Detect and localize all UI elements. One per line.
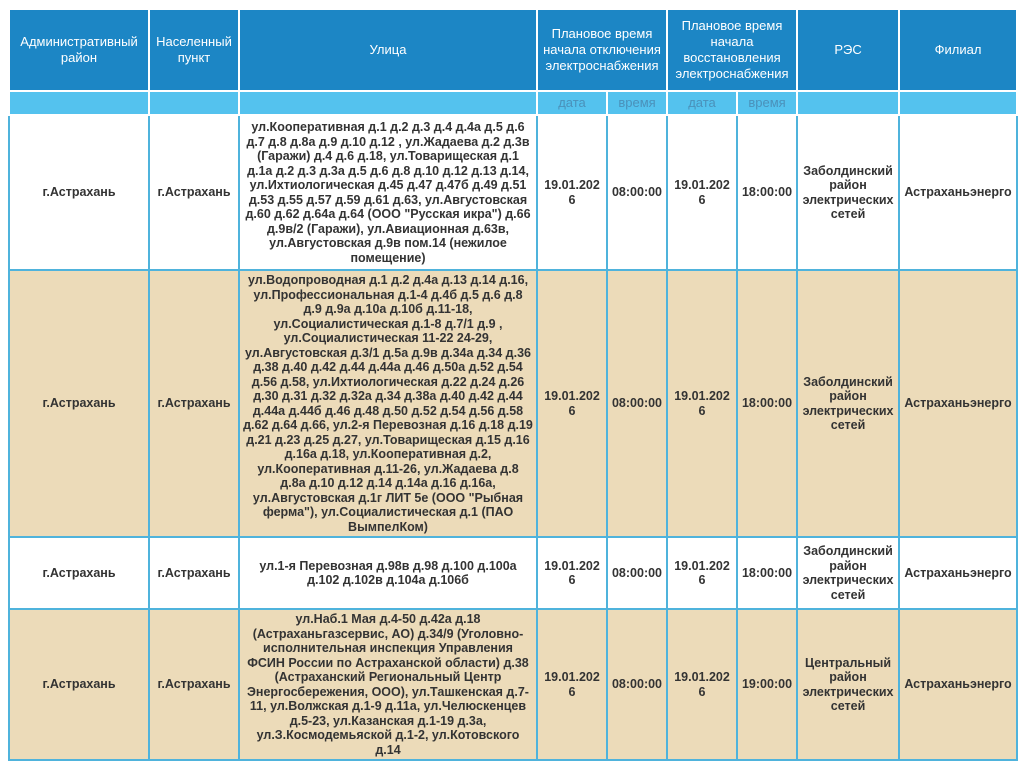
subheader-off-time: время	[607, 91, 667, 115]
cell-off-time: 08:00:00	[607, 537, 667, 609]
cell-street: ул.1-я Перевозная д.98в д.98 д.100 д.100а д.102 д.102в д.104а д.106б	[239, 537, 537, 609]
cell-on-time: 18:00:00	[737, 537, 797, 609]
subheader-district-empty	[9, 91, 149, 115]
cell-on-date: 19.01.2026	[667, 270, 737, 537]
col-header-branch: Филиал	[899, 9, 1017, 91]
subheader-res-empty	[797, 91, 899, 115]
cell-street: ул.Водопроводная д.1 д.2 д.4а д.13 д.14 д.16, ул.Профессиональная д.1-4 д.4б д.5 д.6 д.8 д.9 д.9а д.10а д.10б д.11-18, ул.Социалистическая д.1-8 д.7/1 д.9 , ул.Социалистическая 11-22 24-29, ул.Августовская д.3/1 д.5а д.9в д.34а д.34 д.36 д.38 д.40 д.42 д.44 д.44а д.46 д.50а д.52 д.54 д.56 д.58, ул.Ихтиологическая д.22 д.24 д.26 д.30 д.31 д.32 д.32а д.34 д.38а д.40 д.42 д.44 д.44а д.44б д.46 д.48 д.50 д.52 д.54 д.56 д.58 д.62 д.64 д.66, ул.2-я Перевозная д.16 д.18 д.19 д.21 д.23 д.25 д.27, ул.Товарищеская д.15 д.16 д.16а д.18, ул.Кооперативная д.2, ул.Кооперативная д.11-26, ул.Жадаева д.8 д.8а д.10 д.12 д.14 д.14а д.16 д.16а, ул.Августовская д.1г ЛИТ 5е (ООО "Рыбная ферма"), ул.Социалистическая д.1 (ПАО ВымпелКом)	[239, 270, 537, 537]
cell-branch: Астраханьэнерго	[899, 537, 1017, 609]
cell-street: ул.Наб.1 Мая д.4-50 д.42а д.18 (Астраханьгазсервис, АО) д.34/9 (Уголовно-исполнительная инспекция Управления ФСИН России по Астраханской области) д.38 (Астраханский Региональный Центр Энергосбережения, ООО), ул.Ташкенская д.7-11, ул.Волжская д.1-9 д.11а, ул.Челюскенцев д.5-23, ул.Казанская д.1-19 д.3а, ул.З.Космодемьяской д.1-2, ул.Котовского д.14	[239, 609, 537, 760]
col-header-district: Административный район	[9, 9, 149, 91]
cell-on-time: 19:00:00	[737, 609, 797, 760]
subheader-street-empty	[239, 91, 537, 115]
cell-district: г.Астрахань	[9, 609, 149, 760]
cell-off-time: 08:00:00	[607, 115, 667, 270]
cell-settlement: г.Астрахань	[149, 270, 239, 537]
cell-on-time: 18:00:00	[737, 115, 797, 270]
cell-off-time: 08:00:00	[607, 609, 667, 760]
cell-settlement: г.Астрахань	[149, 609, 239, 760]
subheader-branch-empty	[899, 91, 1017, 115]
table-row	[9, 115, 1017, 270]
outage-table	[8, 8, 1018, 761]
header-row-main	[9, 9, 1017, 91]
table-row	[9, 270, 1017, 537]
cell-on-date: 19.01.2026	[667, 609, 737, 760]
cell-district: г.Астрахань	[9, 115, 149, 270]
table-header	[9, 9, 1017, 115]
cell-settlement: г.Астрахань	[149, 537, 239, 609]
cell-on-date: 19.01.2026	[667, 537, 737, 609]
cell-res: Заболдинский район электрических сетей	[797, 537, 899, 609]
col-header-street: Улица	[239, 9, 537, 91]
cell-district: г.Астрахань	[9, 537, 149, 609]
cell-off-time: 08:00:00	[607, 270, 667, 537]
header-row-sub	[9, 91, 1017, 115]
subheader-on-time: время	[737, 91, 797, 115]
cell-settlement: г.Астрахань	[149, 115, 239, 270]
table-body	[9, 115, 1017, 760]
cell-off-date: 19.01.2026	[537, 537, 607, 609]
subheader-off-date: дата	[537, 91, 607, 115]
table-row	[9, 537, 1017, 609]
cell-res: Заболдинский район электрических сетей	[797, 115, 899, 270]
col-header-restore-start: Плановое время начала восстановления электроснабжения	[667, 9, 797, 91]
subheader-settlement-empty	[149, 91, 239, 115]
cell-off-date: 19.01.2026	[537, 270, 607, 537]
cell-res: Центральный район электрических сетей	[797, 609, 899, 760]
table-row	[9, 609, 1017, 760]
cell-branch: Астраханьэнерго	[899, 115, 1017, 270]
col-header-outage-start: Плановое время начала отключения электроснабжения	[537, 9, 667, 91]
cell-branch: Астраханьэнерго	[899, 609, 1017, 760]
cell-res: Заболдинский район электрических сетей	[797, 270, 899, 537]
cell-off-date: 19.01.2026	[537, 115, 607, 270]
cell-on-time: 18:00:00	[737, 270, 797, 537]
subheader-on-date: дата	[667, 91, 737, 115]
col-header-res: РЭС	[797, 9, 899, 91]
cell-street: ул.Кооперативная д.1 д.2 д.3 д.4 д.4а д.5 д.6 д.7 д.8 д.8а д.9 д.10 д.12 , ул.Жадаева д.2 д.3в (Гаражи) д.4 д.6 д.18, ул.Товарищеская д.1 д.1а д.2 д.3 д.3а д.5 д.6 д.8 д.10 д.12 д.13 д.14, ул.Ихтиологическая д.45 д.47 д.47б д.49 д.51 д.53 д.55 д.57 д.59 д.61 д.63, ул.Августовская д.60 д.62 д.64а д.64 (ООО "Русская икра") д.66 д.9в/2 (Гаражи), ул.Авиационная д.63в, ул.Августовская д.9в пом.14 (нежилое помещение)	[239, 115, 537, 270]
col-header-settlement: Населенный пункт	[149, 9, 239, 91]
cell-branch: Астраханьэнерго	[899, 270, 1017, 537]
cell-on-date: 19.01.2026	[667, 115, 737, 270]
cell-district: г.Астрахань	[9, 270, 149, 537]
cell-off-date: 19.01.2026	[537, 609, 607, 760]
